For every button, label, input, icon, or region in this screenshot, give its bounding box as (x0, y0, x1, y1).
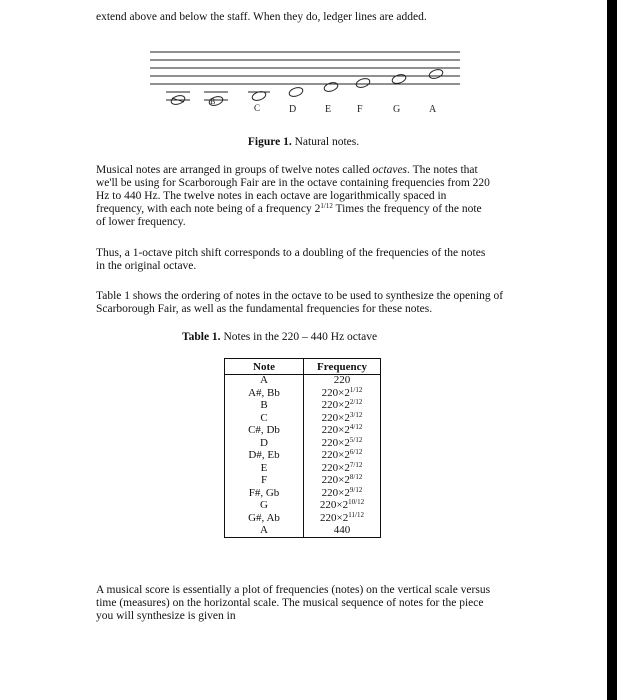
paragraph4-line3: you will synthesize is given in (96, 610, 236, 622)
note-cell: C#, Db (225, 425, 304, 438)
page-scrollbar[interactable] (607, 0, 617, 700)
paragraph3-line1: Table 1 shows the ordering of notes in the octave to be used to synthesize the opening of (96, 290, 504, 302)
table-header-row (225, 359, 381, 375)
frequency-cell: $220\times 2^{9/12}$ (304, 487, 381, 500)
staff-figure (150, 44, 465, 122)
table-row (225, 525, 381, 538)
header-frequency: Frequency (304, 359, 381, 375)
frequency-cell: $220\times 2^{2/12}$ (304, 400, 381, 413)
frequency-cell: $220\times 2^{4/12}$ (304, 425, 381, 438)
note-head-e (323, 81, 339, 93)
frequency-cell: $220\times 2^{3/12}$ (304, 412, 381, 425)
frequency-cell: $220\times 2^{1/12}$ (304, 387, 381, 400)
frequency-cell: $220\times 2^{11/12}$ (304, 512, 381, 525)
table-label: Table 1. (182, 331, 221, 343)
note-cell: D#, Eb (225, 450, 304, 463)
note-head-f (355, 77, 371, 89)
note-cell: A (225, 525, 304, 538)
paragraph4-line2: time (measures) on the horizontal scale. The musical sequence of notes for the piece (96, 597, 484, 609)
frequency-cell: $220\times 2^{7/12}$ (304, 462, 381, 475)
note-cell: A#, Bb (225, 387, 304, 400)
figure-label: Figure 1. (247, 136, 292, 148)
paragraph2-line1: Thus, a 1-octave pitch shift corresponds to a doubling of the frequencies of the notes (96, 247, 486, 259)
paragraph1-line3: Hz to 440 Hz. The twelve notes in each octave are logarithmically spaced in (96, 190, 447, 202)
paragraph4-line1: A musical score is essentially a plot of frequencies (notes) on the vertical scale versus (96, 584, 491, 596)
table-row (225, 512, 381, 525)
ledger-label-b: B (210, 97, 216, 106)
paragraph1-line2: we'll be using for Scarborough Fair are in the octave containing frequencies from 220 (96, 177, 490, 189)
paragraph1-line1: Musical notes are arranged in groups of twelve notes called octaves. The notes that (96, 164, 478, 176)
frequency-cell: $220\times 2^{6/12}$ (304, 450, 381, 463)
paragraph1-line4: frequency, with each note being of a frequency $2^{1/12}$ Times the frequency of the note (96, 202, 482, 215)
table-caption-text: Notes in the 220 – 440 Hz octave (223, 331, 378, 343)
frequency-cell: 220 (304, 374, 381, 387)
paragraph2-line2: in the original octave. (96, 260, 197, 272)
note-cell: F#, Gb (225, 487, 304, 500)
frequency-cell: $220\times 2^{10/12}$ (304, 500, 381, 513)
note-head-a-high (428, 68, 444, 80)
table-caption (182, 331, 377, 343)
note-cell: B (225, 400, 304, 413)
note-cell: A (225, 374, 304, 387)
staff-lines (150, 52, 460, 84)
note-letter-d: D (289, 104, 297, 115)
note-letter-a: A (429, 104, 437, 115)
ledger-label-c: C (254, 103, 261, 113)
frequency-cell: $220\times 2^{8/12}$ (304, 475, 381, 488)
note-cell: C (225, 412, 304, 425)
note-head-d (288, 86, 304, 98)
intro-line: extend above and below the staff. When they do, ledger lines are added. (96, 11, 427, 23)
note-cell: D (225, 437, 304, 450)
paragraph3-line2: Scarborough Fair, as well as the fundamental frequencies for these notes. (96, 303, 433, 315)
notes-table (224, 358, 381, 538)
figure-caption (0, 136, 607, 148)
figure-caption-text: Natural notes. (294, 136, 360, 148)
note-cell: E (225, 462, 304, 475)
note-letter-e: E (325, 104, 332, 115)
note-cell: G#, Ab (225, 512, 304, 525)
note-cell: F (225, 475, 304, 488)
header-note: Note (225, 359, 304, 375)
note-head-g (391, 73, 407, 85)
paragraph1-line5: of lower frequency. (96, 216, 186, 228)
note-cell: G (225, 500, 304, 513)
frequency-cell: $220\times 2^{5/12}$ (304, 437, 381, 450)
note-letter-g: G (393, 104, 401, 115)
frequency-cell: 440 (304, 525, 381, 538)
note-letter-f: F (357, 104, 363, 115)
